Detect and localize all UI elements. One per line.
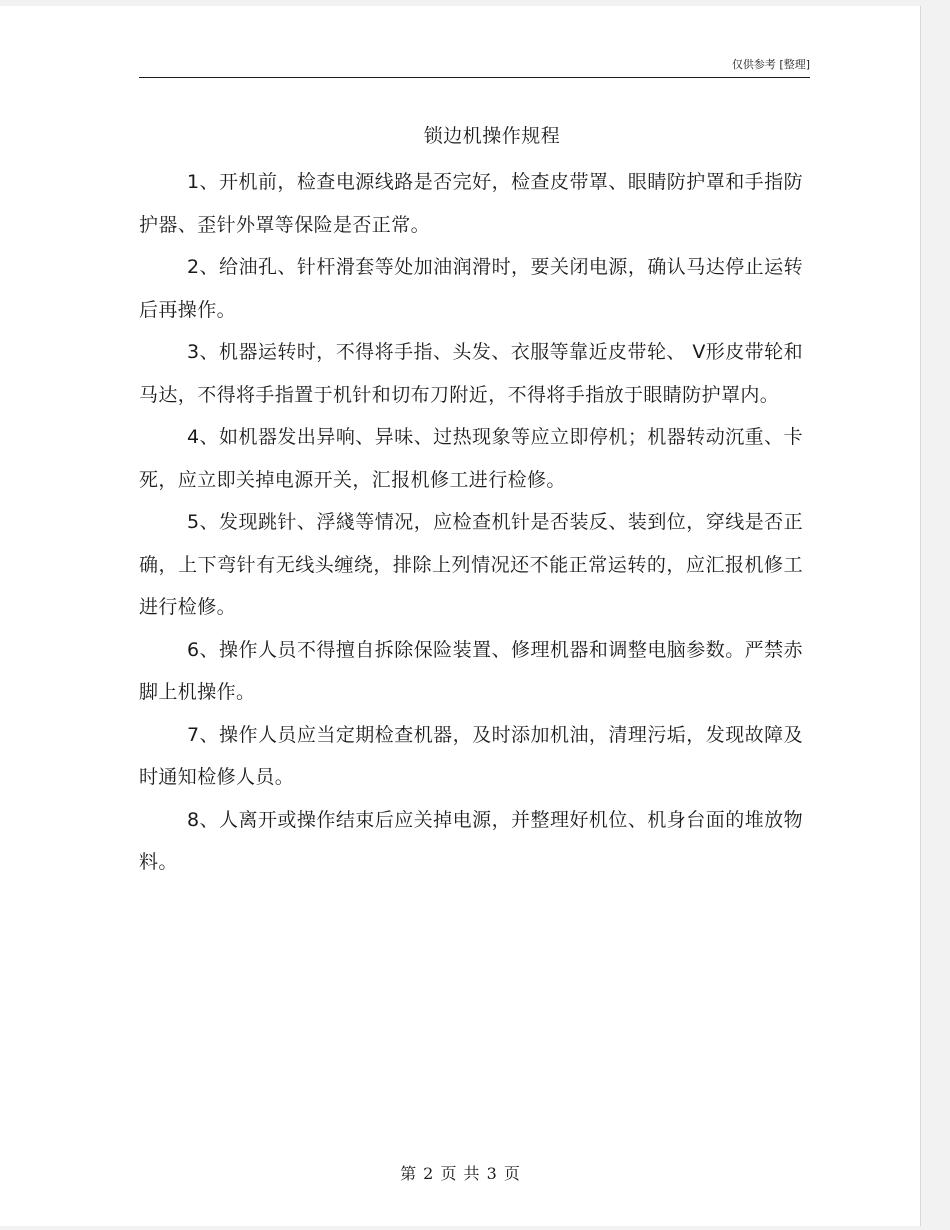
document-body — [139, 161, 803, 884]
paragraph-8: 8、人离开或操作结束后应关掉电源，并整理好机位、机身台面的堆放物料。 — [139, 808, 803, 873]
page-footer: 第 2 页 共 3 页 — [400, 1164, 521, 1183]
paragraph-6: 6、操作人员不得擅自拆除保险装置、修理机器和调整电脑参数。严禁赤脚上机操作。 — [139, 638, 803, 703]
paragraph-3: 3、机器运转时，不得将手指、头发、衣服等靠近皮带轮、 V形皮带轮和马达，不得将手指置于机针和切布刀附近，不得将手指放于眼睛防护罩内。 — [139, 341, 803, 406]
document-page — [0, 6, 921, 1226]
paragraph-4: 4、如机器发出异响、异味、过热现象等应立即停机；机器转动沉重、卡死，应立即关掉电源开关，汇报机修工进行检修。 — [139, 426, 803, 491]
paragraph-5: 5、发现跳针、浮綫等情况，应检查机针是否装反、装到位，穿线是否正确，上下弯针有无线头缠绕，排除上列情况还不能正常运转的，应汇报机修工进行检修。 — [139, 511, 803, 618]
paragraph-1: 1、开机前，检查电源线路是否完好，检查皮带罩、眼睛防护罩和手指防护器、歪针外罩等保险是否正常。 — [139, 171, 803, 236]
page-header: 仅供参考 [整理] — [139, 56, 810, 78]
paragraph-7: 7、操作人员应当定期检查机器，及时添加机油，清理污垢，发现故障及时通知检修人员。 — [139, 723, 803, 788]
paragraph-2: 2、给油孔、针杆滑套等处加油润滑时，要关闭电源，确认马达停止运转后再操作。 — [139, 256, 803, 321]
document-title: 锁边机操作规程 — [423, 125, 561, 147]
